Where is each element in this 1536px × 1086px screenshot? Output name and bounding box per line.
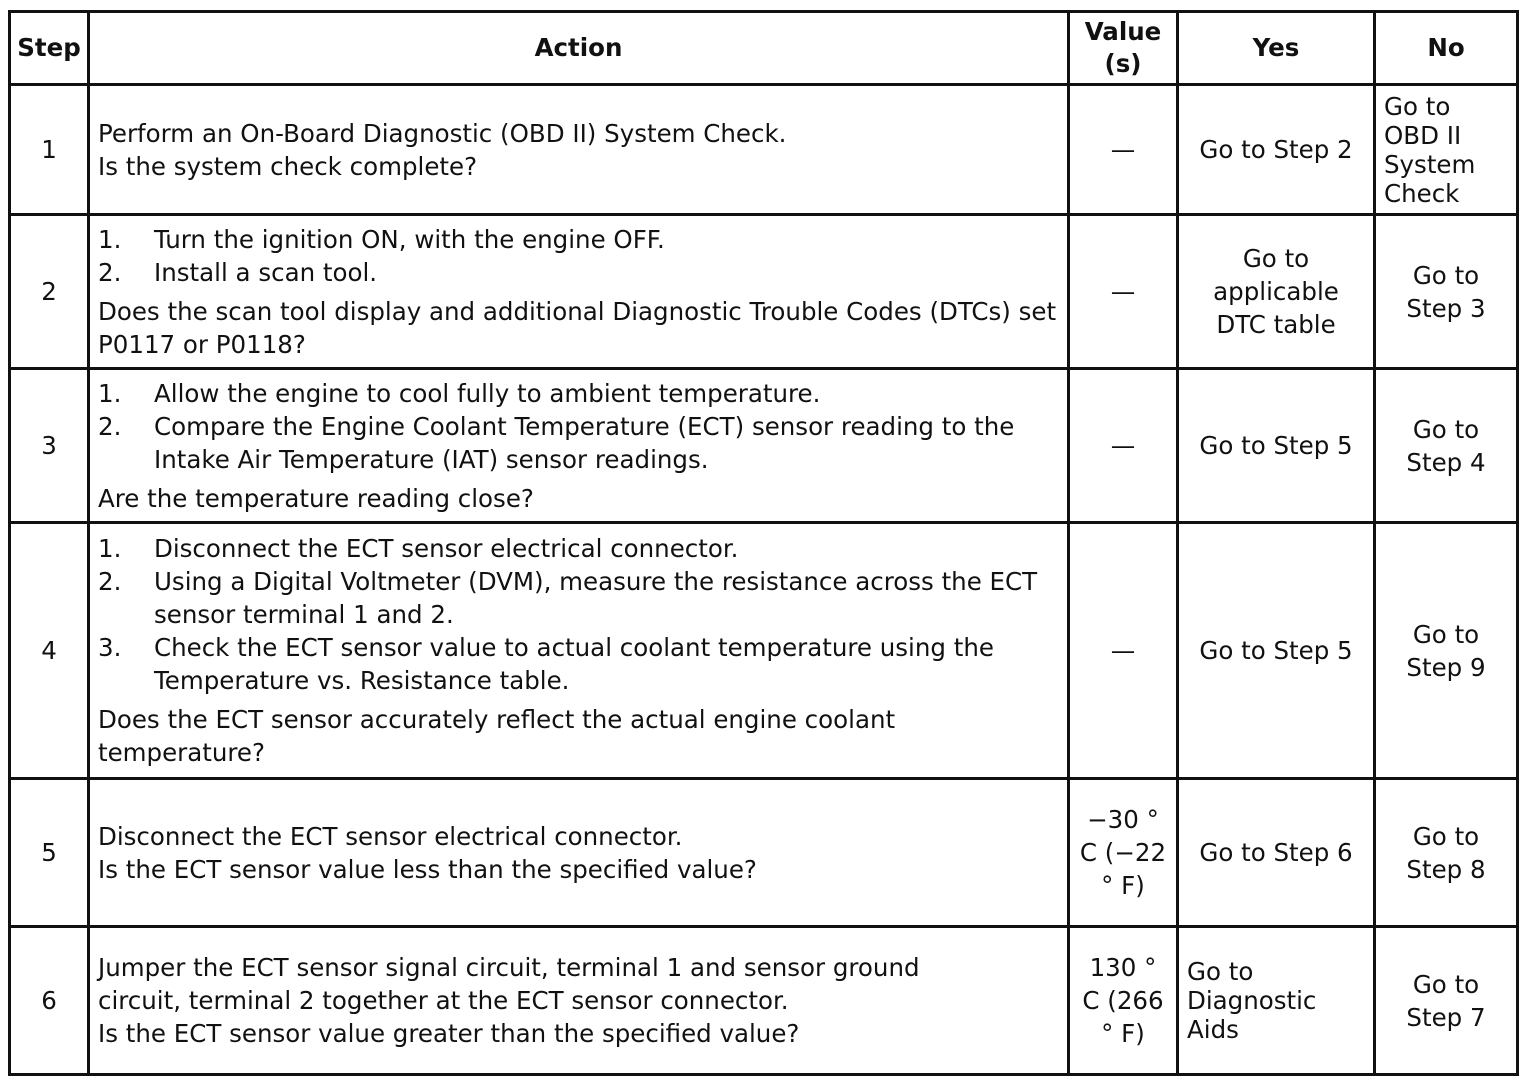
table-row <box>10 523 1518 779</box>
action-cell <box>89 523 1069 779</box>
action-step: 3. Check the ECT sensor value to actual coolant temperature using the Temperature vs. Resistance table. <box>98 633 994 695</box>
value-cell: −30 ° C (−22 ° F) <box>1069 779 1178 927</box>
table-row <box>10 85 1518 215</box>
action-question: Is the ECT sensor value less than the specified value? <box>98 854 757 884</box>
action-cell <box>89 927 1069 1075</box>
value-cell: — <box>1069 215 1178 369</box>
header-value: Value (s) <box>1069 12 1178 85</box>
action-cell <box>89 779 1069 927</box>
table-row <box>10 779 1518 927</box>
step-number: 4 <box>10 523 89 779</box>
yes-cell: Go to Step 5 <box>1178 369 1375 523</box>
no-cell: Go to Step 7 <box>1375 927 1518 1075</box>
action-question: Are the temperature reading close? <box>98 483 534 513</box>
step-number: 1 <box>10 85 89 215</box>
step-number: 5 <box>10 779 89 927</box>
action-line: Jumper the ECT sensor signal circuit, terminal 1 and sensor ground <box>98 953 920 982</box>
header-action: Action <box>89 12 1069 85</box>
yes-cell: Go to applicable DTC table <box>1178 215 1375 369</box>
action-step: 2. Compare the Engine Coolant Temperature (ECT) sensor reading to the Intake Air Temperature (IAT) sensor readings. <box>98 411 1015 474</box>
step-number: 3 <box>10 369 89 523</box>
action-question: Is the system check complete? <box>98 151 478 181</box>
action-step-list <box>98 532 1059 697</box>
action-step: 1. Allow the engine to cool fully to ambient temperature. <box>98 378 821 408</box>
yes-cell: Go to Step 6 <box>1178 779 1375 927</box>
step-number: 2 <box>10 215 89 369</box>
action-question: Is the ECT sensor value greater than the specified value? <box>98 1019 800 1048</box>
table-row <box>10 927 1518 1075</box>
no-cell: Go to Step 9 <box>1375 523 1518 779</box>
header-yes: Yes <box>1178 12 1375 85</box>
action-step-list <box>98 377 1059 476</box>
value-cell: — <box>1069 85 1178 215</box>
no-cell: Go to Step 3 <box>1375 215 1518 369</box>
action-question: Does the ECT sensor accurately reflect the actual engine coolant temperature? <box>98 705 896 767</box>
table-row <box>10 215 1518 369</box>
yes-cell: Go to Step 2 <box>1178 85 1375 215</box>
action-step: 1. Turn the ignition ON, with the engine OFF. <box>98 224 665 254</box>
diagnostic-table <box>8 10 1519 1076</box>
header-row <box>10 12 1518 85</box>
yes-cell: Go to Diagnostic Aids <box>1178 927 1375 1075</box>
action-step: 2. Using a Digital Voltmeter (DVM), measure the resistance across the ECT sensor terminal 1 and 2. <box>98 567 1038 629</box>
action-cell <box>89 85 1069 215</box>
action-step: 1. Disconnect the ECT sensor electrical connector. <box>98 534 739 563</box>
no-cell: Go to Step 4 <box>1375 369 1518 523</box>
no-cell: Go to Step 8 <box>1375 779 1518 927</box>
header-no: No <box>1375 12 1518 85</box>
table-row <box>10 369 1518 523</box>
value-cell: — <box>1069 369 1178 523</box>
action-step: 2. Install a scan tool. <box>98 257 378 287</box>
action-cell <box>89 215 1069 369</box>
no-cell: Go to OBD II System Check <box>1375 85 1518 215</box>
action-cell <box>89 369 1069 523</box>
yes-cell: Go to Step 5 <box>1178 523 1375 779</box>
action-line: Perform an On-Board Diagnostic (OBD II) System Check. <box>98 118 787 148</box>
action-question: Does the scan tool display and additional Diagnostic Trouble Codes (DTCs) set P0117 or P0118? <box>98 296 1057 359</box>
header-step: Step <box>10 12 89 85</box>
step-number: 6 <box>10 927 89 1075</box>
action-step-list <box>98 223 1059 289</box>
action-line: circuit, terminal 2 together at the ECT sensor connector. <box>98 986 789 1015</box>
value-cell: — <box>1069 523 1178 779</box>
value-cell: 130 ° C (266 ° F) <box>1069 927 1178 1075</box>
action-line: Disconnect the ECT sensor electrical connector. <box>98 821 683 851</box>
